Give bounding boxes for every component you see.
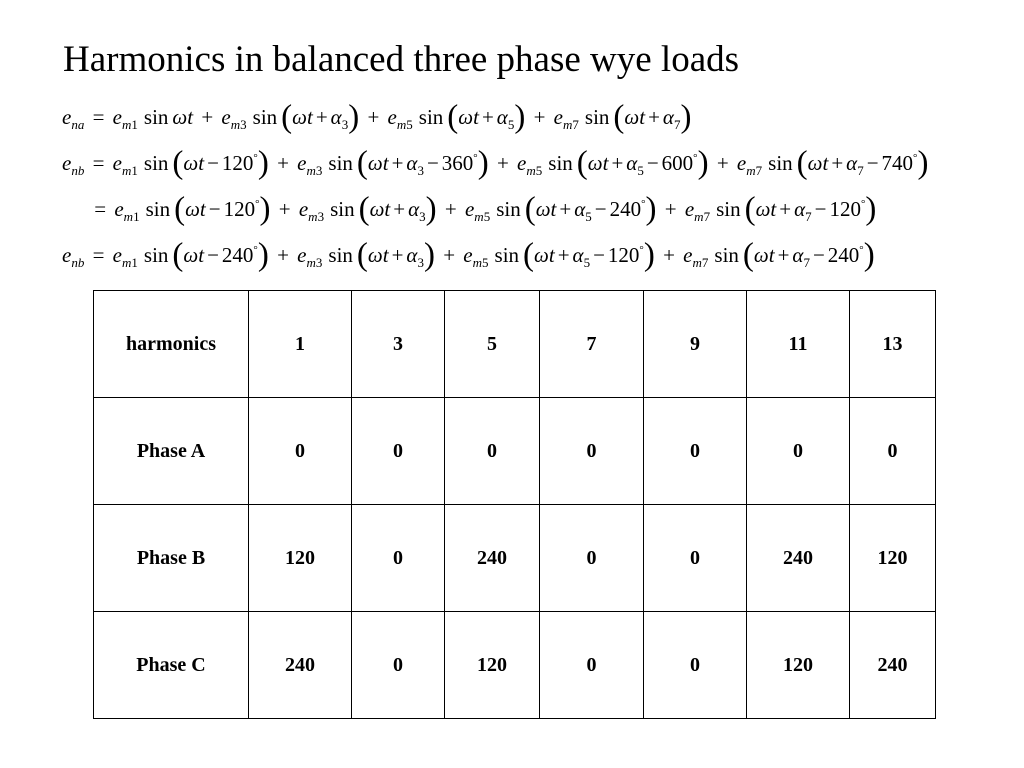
table-cell: 0: [352, 612, 445, 719]
table-header-cell: 5: [445, 291, 540, 398]
table-cell: 0: [352, 398, 445, 505]
table-cell: 0: [644, 505, 747, 612]
table-cell: 240: [445, 505, 540, 612]
table-cell: 0: [540, 505, 644, 612]
table-header-cell: 3: [352, 291, 445, 398]
table-cell: 120: [850, 505, 936, 612]
angle-value: 240: [827, 243, 860, 267]
table-row: [94, 505, 936, 612]
angle-value: 740: [881, 151, 914, 175]
table-header-cell: 1: [249, 291, 352, 398]
equation-subscript: nb: [71, 255, 85, 270]
equation-subscript: nb: [71, 163, 85, 178]
table-row: [94, 398, 936, 505]
table-header-cell: 13: [850, 291, 936, 398]
slide-title: Harmonics in balanced three phase wye loads: [63, 39, 740, 80]
equation-line-4: $e_{nb} = e_{m1}$ $\sin (\omega t - 240^\circ) + e_{m3}$ $\sin (\omega t + \alpha_3) + e_{m5}$ $\sin (\omega t + \alpha_5 - 120^\circ) + e_{m7}$ $\sin (\omega t + \alpha_7 - 240^\circ)$: [62, 237, 875, 273]
table-header-cell: 7: [540, 291, 644, 398]
angle-value: 120: [223, 197, 256, 221]
table-row: [94, 612, 936, 719]
equation-line-2: $e_{nb} = e_{m1}$ $\sin (\omega t - 120^\circ) + e_{m3}$ $\sin (\omega t + \alpha_3 - 360^\circ) + e_{m5}$ $\sin (\omega t + \alpha_5 - 600^\circ) + e_{m7}$ $\sin (\omega t + \alpha_7 - 740^\circ)$: [62, 145, 929, 181]
table-cell: 240: [850, 612, 936, 719]
table-cell: 120: [249, 505, 352, 612]
table-cell: 120: [747, 612, 850, 719]
table-cell: 0: [644, 398, 747, 505]
table-cell: 0: [747, 398, 850, 505]
angle-value: 240: [221, 243, 254, 267]
table-cell: 0: [540, 398, 644, 505]
table-row-label: Phase B: [94, 505, 249, 612]
angle-value: 120: [829, 197, 861, 221]
table-row-label: Phase C: [94, 612, 249, 719]
table-cell: 0: [445, 398, 540, 505]
angle-value: 360: [441, 151, 474, 175]
table-cell: 0: [352, 505, 445, 612]
table-header-cell: 11: [747, 291, 850, 398]
table-cell: 0: [644, 612, 747, 719]
table-header-cell: 9: [644, 291, 747, 398]
table-header-cell: harmonics: [94, 291, 249, 398]
angle-value: 600: [661, 151, 694, 175]
table-cell: 0: [540, 612, 644, 719]
angle-value: 120: [607, 243, 640, 267]
angle-value: 240: [609, 197, 642, 221]
table-cell: 240: [747, 505, 850, 612]
equation-subscript: na: [71, 117, 85, 132]
table-row-label: Phase A: [94, 398, 249, 505]
equation-line-3: = $e_{m1}$ $\sin (\omega t - 120^\circ) + e_{m3}$ $\sin (\omega t + \alpha_3) + e_{m5}$ $\sin (\omega t + \alpha_5 - 240^\circ) + e_{m7}$ $\sin (\omega t + \alpha_7 - 120^\circ)$: [94, 191, 877, 227]
equation-line-1: $e_{na} = e_{m1}$ $\sin \omega t + e_{m3}$ $\sin (\omega t + \alpha_3) + e_{m5}$ $\sin (\omega t + \alpha_5) + e_{m7}$ $\sin (\omega t + \alpha_7)$: [62, 99, 692, 135]
table-cell: 0: [249, 398, 352, 505]
table-cell: 120: [445, 612, 540, 719]
table-cell: 240: [249, 612, 352, 719]
table-cell: 0: [850, 398, 936, 505]
table-header-row: [94, 291, 936, 398]
harmonics-table: [93, 290, 936, 719]
angle-value: 120: [221, 151, 254, 175]
